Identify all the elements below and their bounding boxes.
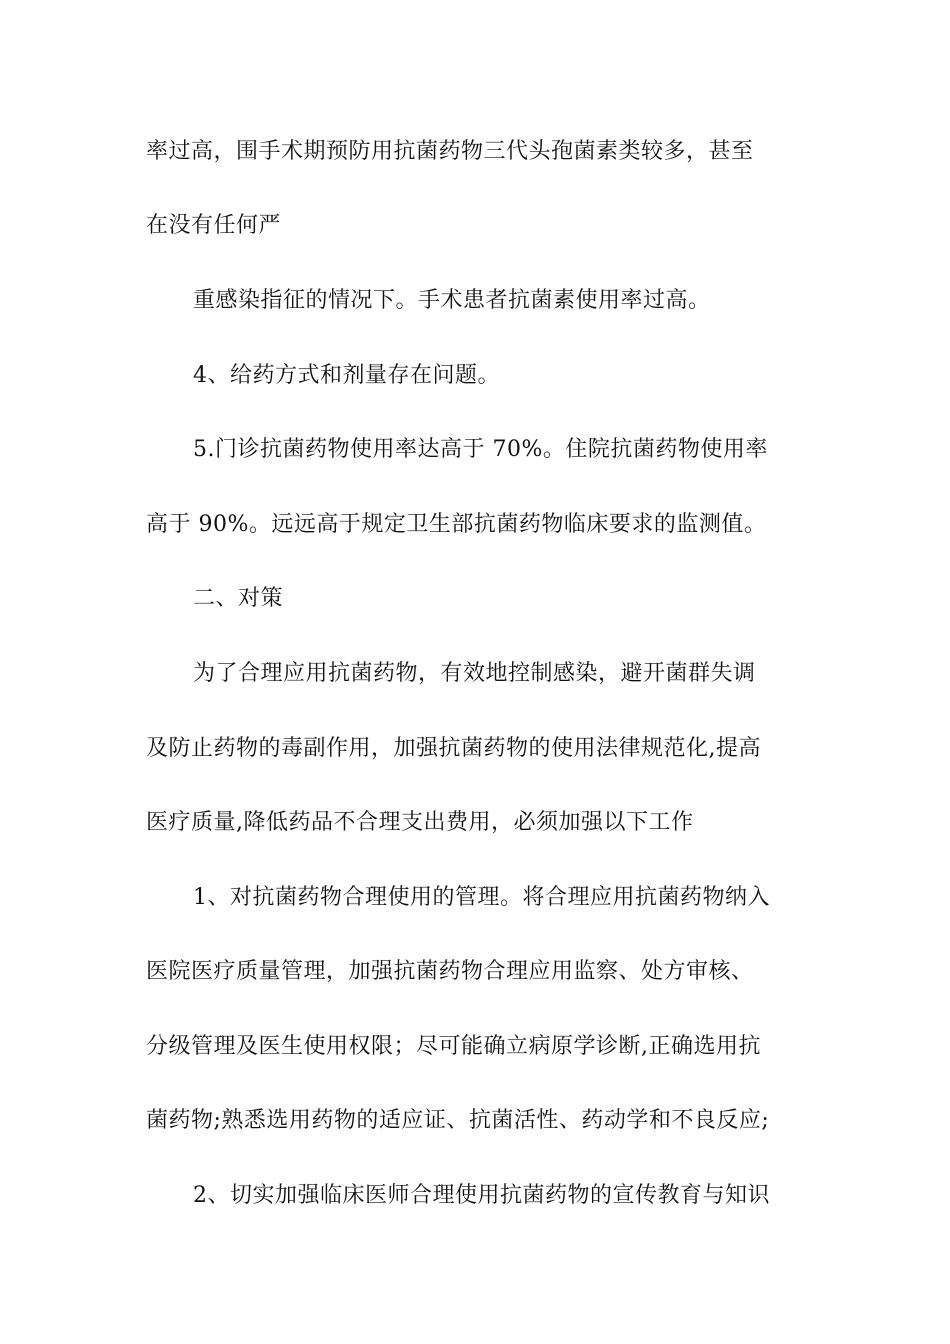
text-line: 及防止药物的毒副作用，加强抗菌药物的使用法律规范化,提高 xyxy=(146,736,761,761)
text-line: 2、切实加强临床医师合理使用抗菌药物的宣传教育与知识 xyxy=(193,1183,770,1208)
text-line: 4、给药方式和剂量存在问题。 xyxy=(193,363,500,388)
text-line: 重感染指征的情况下。手术患者抗菌素使用率过高。 xyxy=(193,288,711,313)
text-line: 率过高，围手术期预防用抗菌药物三代头孢菌素类较多，甚至 xyxy=(146,139,754,164)
section-heading: 二、对策 xyxy=(193,586,284,611)
text-line: 医疗质量,降低药品不合理支出费用，必须加强以下工作 xyxy=(146,810,694,835)
text-line: 医院医疗质量管理，加强抗菌药物合理应用监察、处方审核、 xyxy=(146,959,754,984)
text-line: 1、对抗菌药物合理使用的管理。将合理应用抗菌药物纳入 xyxy=(193,885,770,910)
text-line: 为了合理应用抗菌药物，有效地控制感染，避开菌群失调 xyxy=(193,661,756,686)
text-line: 分级管理及医生使用权限；尽可能确立病原学诊断,正确选用抗 xyxy=(146,1034,761,1059)
text-line: 在没有任何严 xyxy=(146,213,282,238)
text-line: 菌药物;熟悉选用药物的适应证、抗菌活性、药动学和不良反应; xyxy=(146,1108,770,1133)
text-line: 5.门诊抗菌药物使用率达高于 70%。住院抗菌药物使用率 xyxy=(193,437,768,462)
text-line: 高于 90%。远远高于规定卫生部抗菌药物临床要求的监测值。 xyxy=(146,512,767,537)
